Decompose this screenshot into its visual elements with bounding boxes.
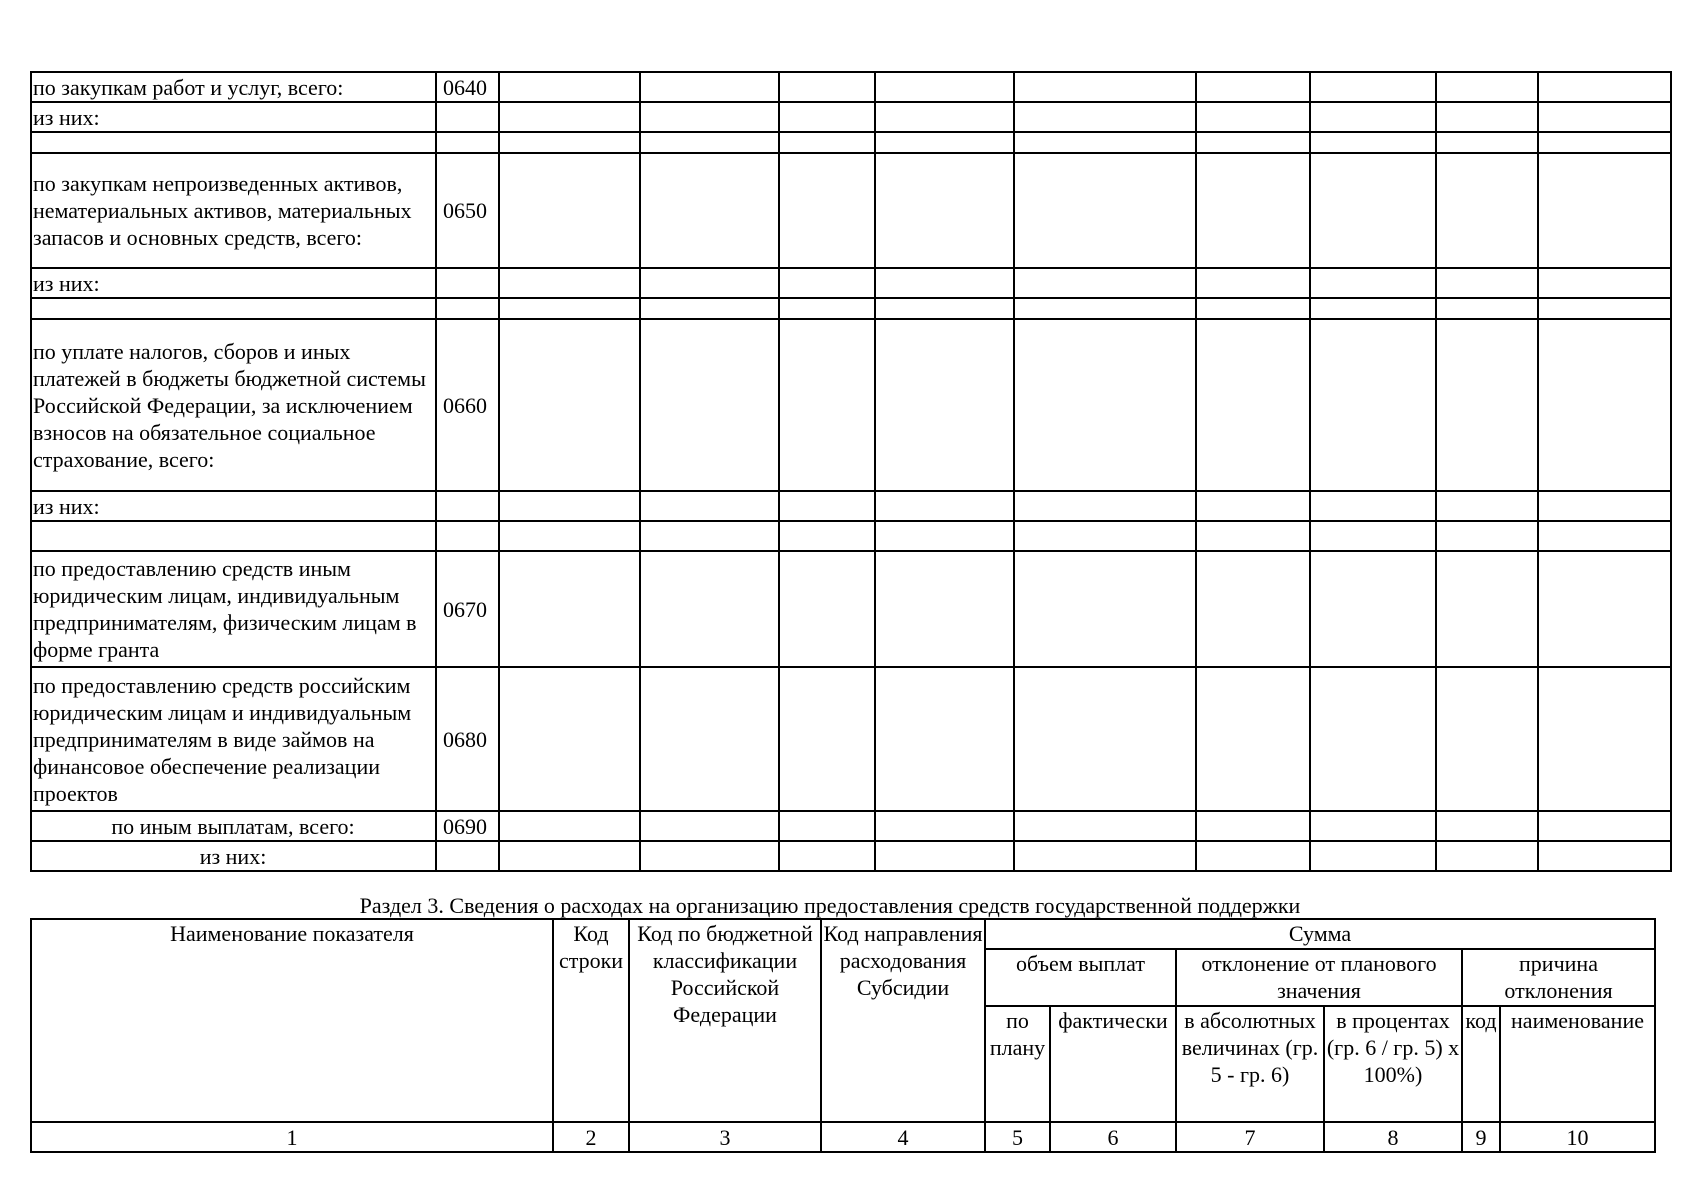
value-cell <box>1310 268 1436 298</box>
value-cell <box>1538 551 1671 667</box>
header-name: наименование <box>1500 1006 1655 1122</box>
value-cell <box>1196 153 1310 268</box>
value-cell <box>1196 667 1310 811</box>
table-row <box>31 551 1671 667</box>
row-code <box>436 102 499 132</box>
value-cell <box>779 667 875 811</box>
row-name: по предоставлению средств российским юридическим лицам и индивидуальным предпринимателям в виде займов на финансовое обеспечение реализации проектов <box>31 667 436 811</box>
value-cell <box>875 132 1014 153</box>
value-cell <box>1014 319 1196 491</box>
value-cell <box>1310 841 1436 871</box>
value-cell <box>1436 667 1538 811</box>
table-row <box>31 72 1671 102</box>
row-name: по уплате налогов, сборов и иных платежей в бюджеты бюджетной системы Российской Федерации, за исключением взносов на обязательное социальное страхование, всего: <box>31 319 436 491</box>
row-name <box>31 298 436 319</box>
row-name: по закупкам работ и услуг, всего: <box>31 72 436 102</box>
value-cell <box>1436 132 1538 153</box>
column-number: 4 <box>821 1122 985 1152</box>
row-code <box>436 298 499 319</box>
value-cell <box>640 153 779 268</box>
column-number: 1 <box>31 1122 553 1152</box>
value-cell <box>1538 491 1671 521</box>
value-cell <box>499 132 640 153</box>
table-row <box>31 153 1671 268</box>
value-cell <box>1538 153 1671 268</box>
column-number: 6 <box>1050 1122 1176 1152</box>
value-cell <box>1310 667 1436 811</box>
column-number: 2 <box>553 1122 629 1152</box>
value-cell <box>1436 319 1538 491</box>
value-cell <box>1014 667 1196 811</box>
header-row-code: Код строки <box>553 919 629 1122</box>
table-row <box>31 132 1671 153</box>
value-cell <box>1436 153 1538 268</box>
header-percent: в процентах (гр. 6 / гр. 5) x 100%) <box>1324 1006 1462 1122</box>
value-cell <box>1310 319 1436 491</box>
value-cell <box>1196 811 1310 841</box>
value-cell <box>875 667 1014 811</box>
value-cell <box>779 268 875 298</box>
row-code <box>436 841 499 871</box>
column-number: 9 <box>1462 1122 1500 1152</box>
value-cell <box>779 551 875 667</box>
value-cell <box>875 319 1014 491</box>
row-code <box>436 521 499 551</box>
value-cell <box>1538 72 1671 102</box>
value-cell <box>640 72 779 102</box>
value-cell <box>499 298 640 319</box>
header-deviation: отклонение от планового значения <box>1176 949 1462 1006</box>
value-cell <box>1196 102 1310 132</box>
value-cell <box>640 841 779 871</box>
value-cell <box>779 319 875 491</box>
value-cell <box>875 521 1014 551</box>
row-name: из них: <box>31 841 436 871</box>
header-by-plan: по плану <box>985 1006 1050 1122</box>
value-cell <box>1436 551 1538 667</box>
table-row <box>31 491 1671 521</box>
value-cell <box>1538 102 1671 132</box>
value-cell <box>875 811 1014 841</box>
value-cell <box>1538 667 1671 811</box>
value-cell <box>1310 102 1436 132</box>
value-cell <box>1196 268 1310 298</box>
row-name: из них: <box>31 491 436 521</box>
value-cell <box>1014 811 1196 841</box>
value-cell <box>640 667 779 811</box>
value-cell <box>1538 268 1671 298</box>
header-indicator-name: Наименование показателя <box>31 919 553 1122</box>
value-cell <box>1310 72 1436 102</box>
value-cell <box>1310 153 1436 268</box>
value-cell <box>1014 153 1196 268</box>
row-name: по иным выплатам, всего: <box>31 811 436 841</box>
value-cell <box>640 551 779 667</box>
value-cell <box>499 521 640 551</box>
table-row <box>31 841 1671 871</box>
value-cell <box>875 102 1014 132</box>
value-cell <box>1538 811 1671 841</box>
value-cell <box>1196 551 1310 667</box>
value-cell <box>499 491 640 521</box>
row-code: 0690 <box>436 811 499 841</box>
table-row <box>31 268 1671 298</box>
expenses-table-body <box>31 72 1671 871</box>
value-cell <box>1436 811 1538 841</box>
value-cell <box>499 667 640 811</box>
value-cell <box>640 521 779 551</box>
table-row <box>31 811 1671 841</box>
value-cell <box>875 298 1014 319</box>
value-cell <box>499 72 640 102</box>
value-cell <box>779 841 875 871</box>
value-cell <box>1538 319 1671 491</box>
value-cell <box>779 298 875 319</box>
value-cell <box>875 153 1014 268</box>
value-cell <box>1196 298 1310 319</box>
value-cell <box>640 102 779 132</box>
value-cell <box>499 811 640 841</box>
value-cell <box>640 319 779 491</box>
value-cell <box>1196 521 1310 551</box>
value-cell <box>1538 841 1671 871</box>
value-cell <box>640 811 779 841</box>
row-name: из них: <box>31 102 436 132</box>
value-cell <box>499 102 640 132</box>
value-cell <box>1538 132 1671 153</box>
value-cell <box>1538 298 1671 319</box>
table-row <box>31 298 1671 319</box>
value-cell <box>1014 551 1196 667</box>
table-row <box>31 521 1671 551</box>
table-row <box>31 667 1671 811</box>
value-cell <box>1538 521 1671 551</box>
value-cell <box>1310 521 1436 551</box>
row-name: из них: <box>31 268 436 298</box>
value-cell <box>1014 491 1196 521</box>
row-code <box>436 268 499 298</box>
value-cell <box>640 132 779 153</box>
row-code <box>436 132 499 153</box>
header-sum: Сумма <box>985 919 1655 949</box>
value-cell <box>1310 298 1436 319</box>
value-cell <box>1196 72 1310 102</box>
row-name: по предоставлению средств иным юридическим лицам, индивидуальным предпринимателям, физическим лицам в форме гранта <box>31 551 436 667</box>
row-code <box>436 491 499 521</box>
value-cell <box>1436 491 1538 521</box>
value-cell <box>640 491 779 521</box>
value-cell <box>779 811 875 841</box>
section-3-title: Раздел 3. Сведения о расходах на организацию предоставления средств государственной поддержки <box>359 893 1301 918</box>
header-budget-code: Код по бюджетной классификации Российской Федерации <box>629 919 821 1122</box>
value-cell <box>1014 841 1196 871</box>
value-cell <box>499 153 640 268</box>
value-cell <box>1436 521 1538 551</box>
header-code: код <box>1462 1006 1500 1122</box>
value-cell <box>1436 72 1538 102</box>
value-cell <box>1014 132 1196 153</box>
column-number: 8 <box>1324 1122 1462 1152</box>
value-cell <box>499 319 640 491</box>
value-cell <box>1436 268 1538 298</box>
row-code: 0660 <box>436 319 499 491</box>
header-actual: фактически <box>1050 1006 1176 1122</box>
value-cell <box>779 153 875 268</box>
table-row <box>31 319 1671 491</box>
value-cell <box>875 268 1014 298</box>
value-cell <box>1196 841 1310 871</box>
value-cell <box>1436 298 1538 319</box>
value-cell <box>875 72 1014 102</box>
row-name: по закупкам непроизведенных активов, нематериальных активов, материальных запасов и основных средств, всего: <box>31 153 436 268</box>
value-cell <box>1196 491 1310 521</box>
value-cell <box>779 102 875 132</box>
value-cell <box>499 841 640 871</box>
table-row <box>31 102 1671 132</box>
value-cell <box>779 491 875 521</box>
value-cell <box>499 551 640 667</box>
value-cell <box>640 268 779 298</box>
header-payout-volume: объем выплат <box>985 949 1176 1006</box>
value-cell <box>779 72 875 102</box>
header-direction-code: Код направления расходования Субсидии <box>821 919 985 1122</box>
header-reason: причина отклонения <box>1462 949 1655 1006</box>
value-cell <box>1310 551 1436 667</box>
value-cell <box>1014 102 1196 132</box>
value-cell <box>875 551 1014 667</box>
value-cell <box>875 841 1014 871</box>
value-cell <box>1310 491 1436 521</box>
column-number: 3 <box>629 1122 821 1152</box>
value-cell <box>1014 521 1196 551</box>
value-cell <box>779 132 875 153</box>
value-cell <box>640 298 779 319</box>
value-cell <box>1196 132 1310 153</box>
expenses-table <box>30 71 1672 872</box>
value-cell <box>779 521 875 551</box>
value-cell <box>1310 132 1436 153</box>
row-code: 0680 <box>436 667 499 811</box>
row-code: 0670 <box>436 551 499 667</box>
row-code: 0640 <box>436 72 499 102</box>
column-number: 7 <box>1176 1122 1324 1152</box>
column-number: 5 <box>985 1122 1050 1152</box>
value-cell <box>1310 811 1436 841</box>
value-cell <box>1436 102 1538 132</box>
section-3-table <box>30 918 1656 1153</box>
header-absolute: в абсолютных величинах (гр. 5 - гр. 6) <box>1176 1006 1324 1122</box>
value-cell <box>1436 841 1538 871</box>
row-code: 0650 <box>436 153 499 268</box>
value-cell <box>1014 268 1196 298</box>
value-cell <box>1014 72 1196 102</box>
column-number: 10 <box>1500 1122 1655 1152</box>
value-cell <box>875 491 1014 521</box>
value-cell <box>1196 319 1310 491</box>
row-name <box>31 521 436 551</box>
value-cell <box>499 268 640 298</box>
value-cell <box>1014 298 1196 319</box>
row-name <box>31 132 436 153</box>
